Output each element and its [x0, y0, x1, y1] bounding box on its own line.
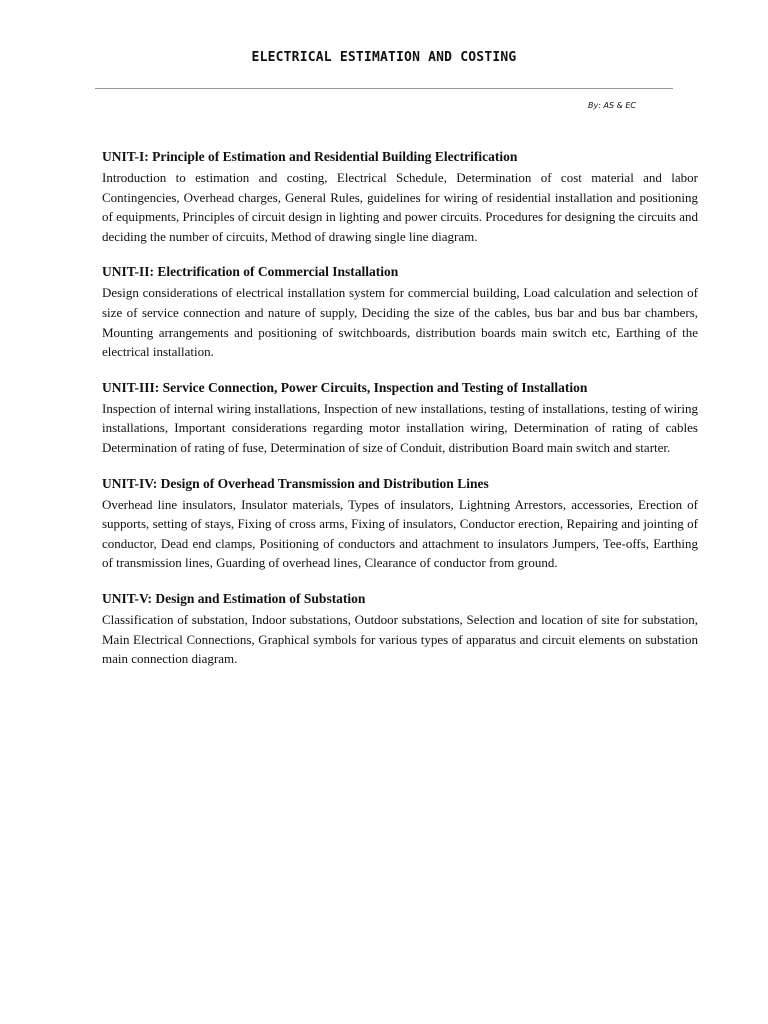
unit-5-body: Classification of substation, Indoor substations, Outdoor substations, Selection and location of site for substation, Main Electrical Connections, Graphical symbols for various types of apparatus and circuit elements on substation main connection diagram.	[102, 611, 698, 667]
unit-5-section	[102, 590, 698, 669]
byline: By: AS & EC	[588, 101, 636, 110]
unit-3-section	[102, 379, 698, 458]
unit-4-section	[102, 475, 698, 573]
syllabus-units	[102, 148, 698, 686]
unit-1-section	[102, 148, 698, 246]
unit-3-heading: UNIT-III: Service Connection, Power Circuits, Inspection and Testing of Installation	[102, 379, 588, 395]
title-divider	[95, 88, 673, 89]
unit-1-body: Introduction to estimation and costing, Electrical Schedule, Determination of cost material and labor Contingencies, Overhead charges, General Rules, guidelines for wiring of residential installation and positioning of equipments, Principles of circuit design in lighting and power circuits. Procedures for designing the circuits and deciding the number of circuits, Method of drawing single line diagram.	[102, 170, 698, 244]
unit-2-body: Design considerations of electrical installation system for commercial building, Load calculation and selection of size of service connection and nature of supply, Deciding the size of the cables, bus bar and bus bar chambers, Mounting arrangements and positioning of switchboards, distribution boards main switch etc, Earthing of the electrical installation.	[102, 285, 698, 360]
unit-4-body: Overhead line insulators, Insulator materials, Types of insulators, Lightning Arrestors, accessories, Erection of supports, setting of stays, Fixing of cross arms, Fixing of insulators, Conductor erection, Repairing and jointing of conductor, Dead end clamps, Positioning of conductors and attachment to insulators Jumpers, Tee-offs, Earthing of transmission lines, Guarding of overhead lines, Clearance of conductor from ground.	[102, 496, 698, 571]
unit-2-heading: UNIT-II: Electrification of Commercial Installation	[102, 264, 399, 280]
unit-1-heading: UNIT-I: Principle of Estimation and Residential Building Electrification	[102, 149, 518, 164]
unit-4-heading: UNIT-IV: Design of Overhead Transmission and Distribution Lines	[102, 475, 489, 491]
page-title: ELECTRICAL ESTIMATION AND COSTING	[251, 50, 517, 65]
unit-5-heading: UNIT-V: Design and Estimation of Substation	[102, 590, 366, 606]
unit-3-body: Inspection of internal wiring installations, Inspection of new installations, testing of installations, testing of wiring installations, Important considerations regarding motor installation wiring, Determination of rating of cables Determination of rating of fuse, Determination of size of Conduit, distribution Board main switch and starter.	[102, 400, 698, 455]
unit-2-section	[102, 263, 698, 361]
